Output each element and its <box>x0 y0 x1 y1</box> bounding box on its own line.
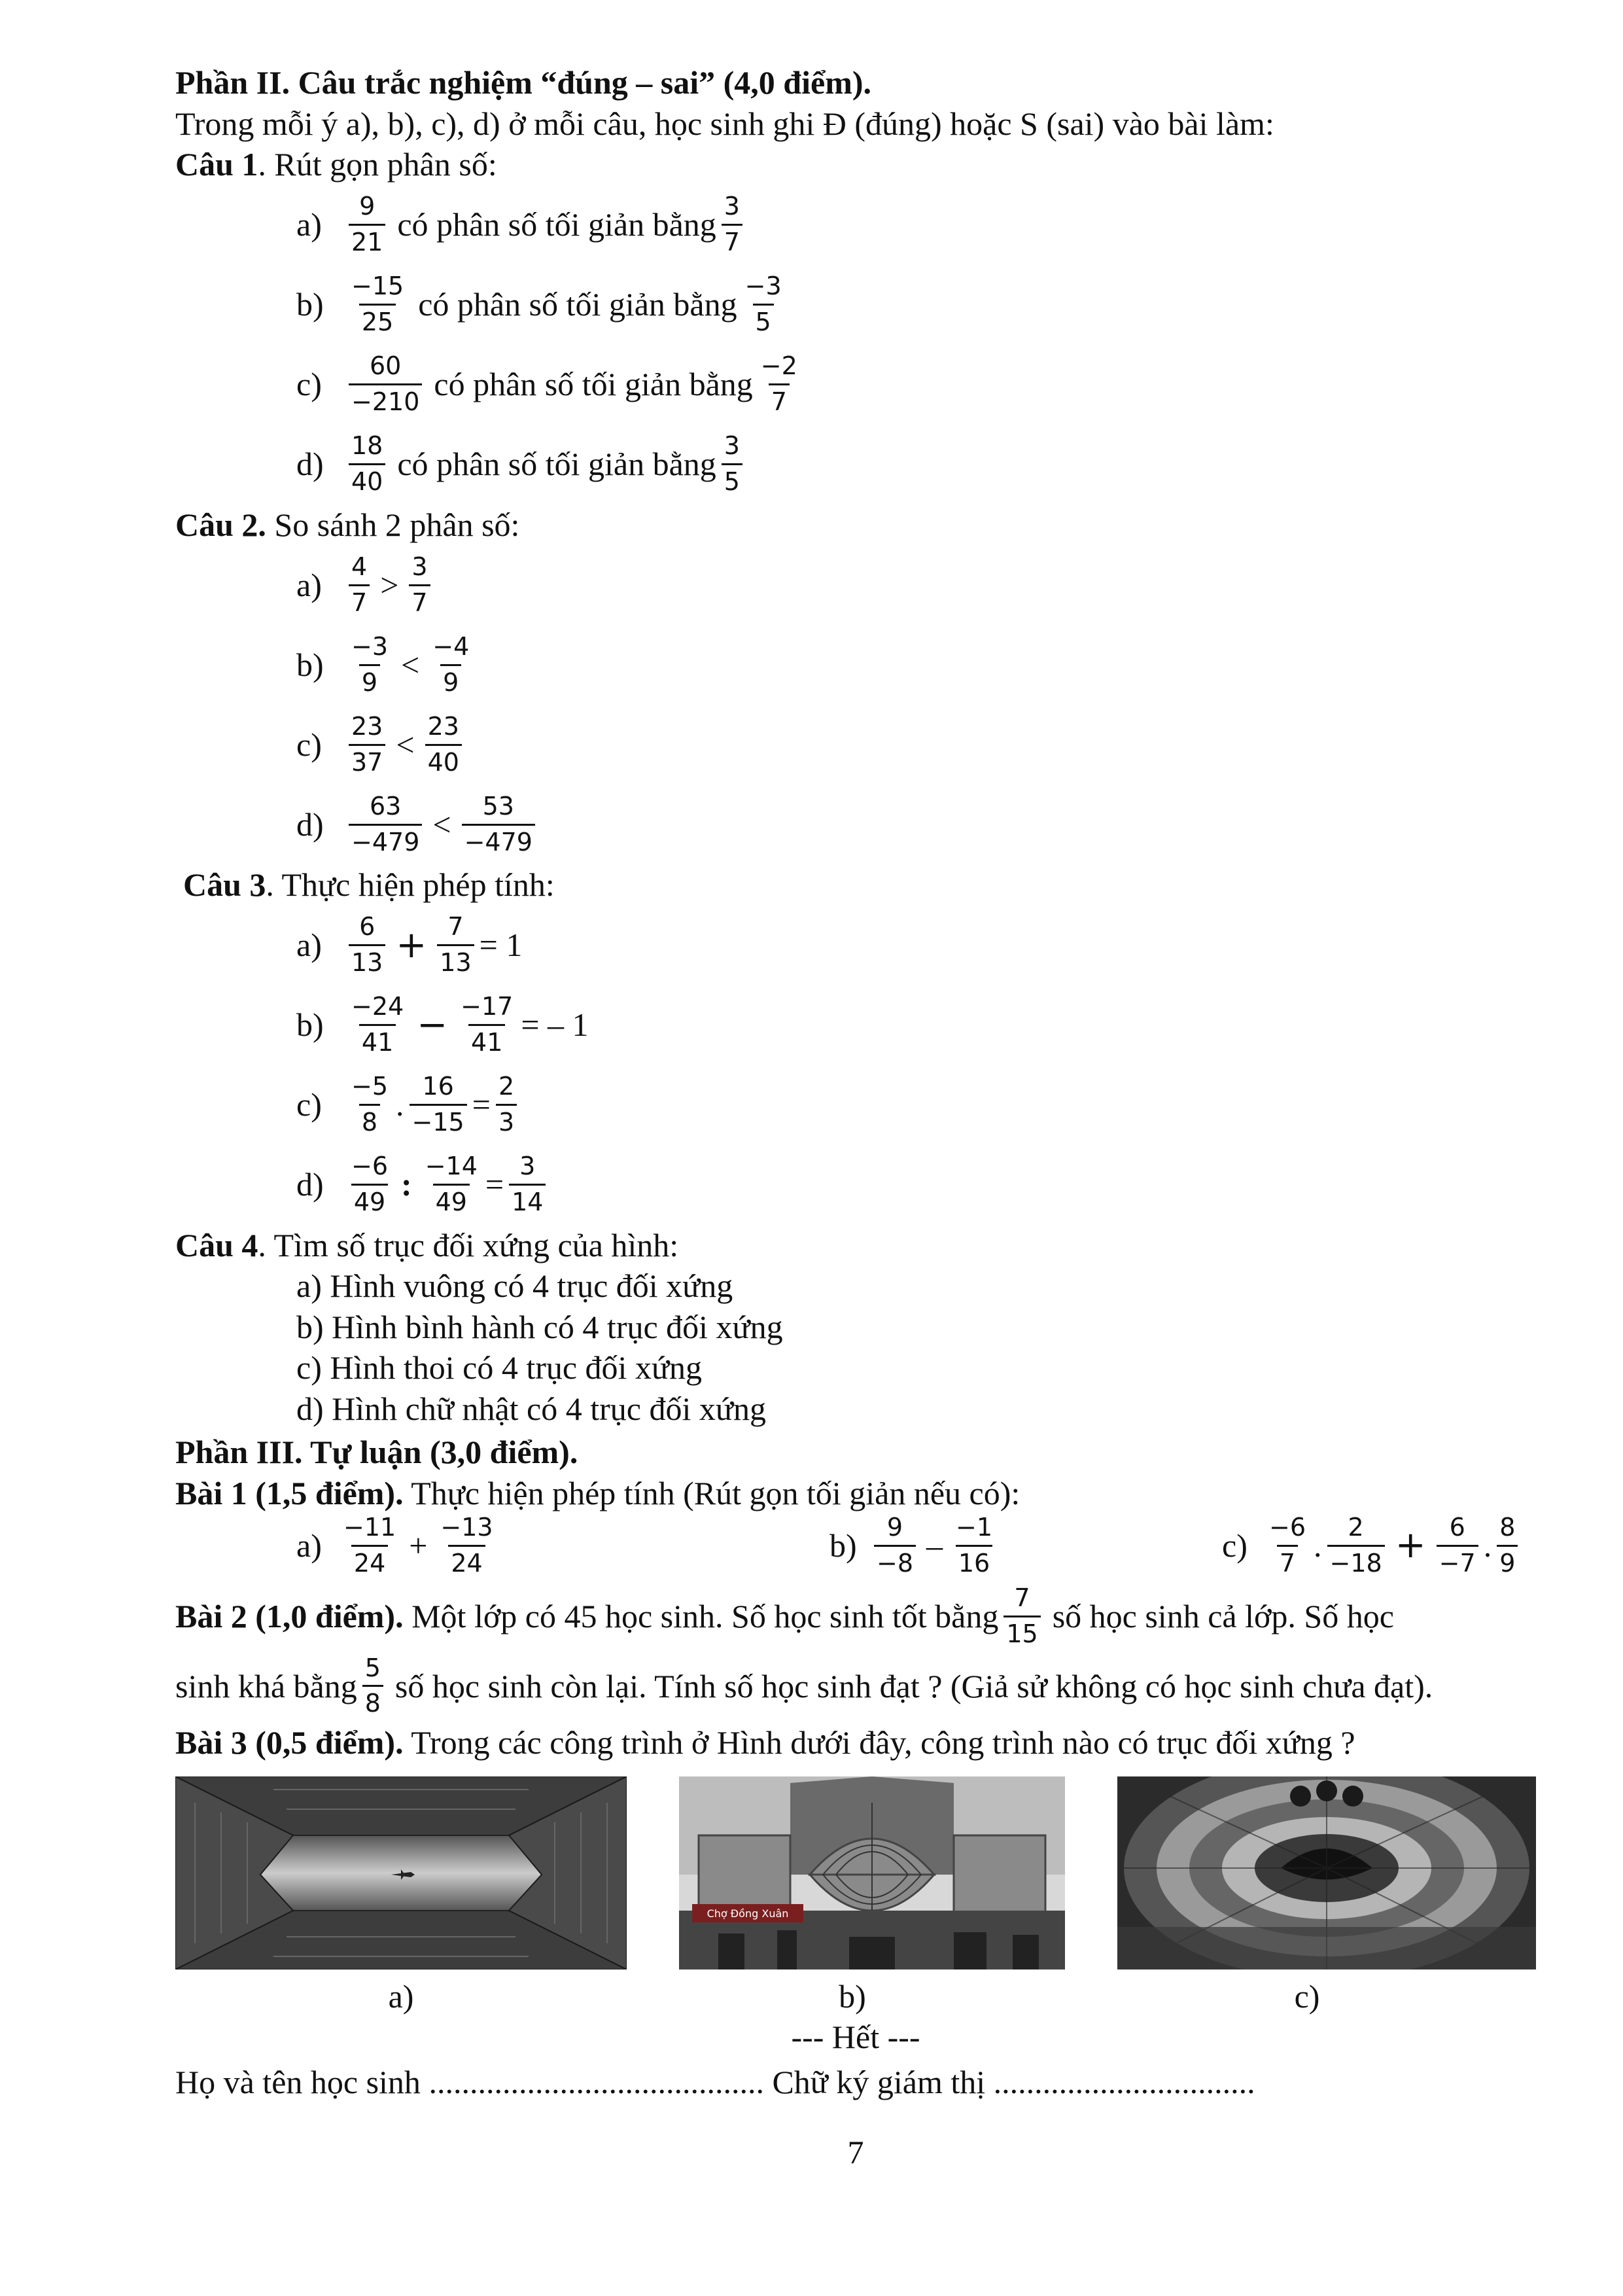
q1-heading <box>175 144 1536 185</box>
denominator: 24 <box>351 1545 388 1578</box>
bai2-text1: Một lớp có 45 học sinh. Số học sinh tốt bằng <box>403 1598 999 1635</box>
equals-sign: = <box>472 1086 491 1123</box>
q1-item <box>175 185 1536 265</box>
q2-item <box>175 785 1536 864</box>
numerator: −1 <box>956 1513 993 1542</box>
q1-item <box>175 425 1536 504</box>
student-name-label: Họ và tên học sinh <box>175 2063 421 2100</box>
q3-heading <box>175 864 1536 906</box>
fraction <box>758 352 800 416</box>
denominator: 40 <box>425 744 462 777</box>
q1-item <box>175 265 1536 345</box>
q4-item-a: a) Hình vuông có 4 trục đối xứng <box>296 1267 733 1304</box>
fraction <box>410 1072 467 1137</box>
numerator: −6 <box>1269 1513 1306 1542</box>
fraction <box>349 633 391 697</box>
q3-item <box>175 1065 1536 1145</box>
numerator: 23 <box>351 711 383 741</box>
numerator: −6 <box>351 1152 389 1181</box>
comparison-operator: < <box>396 726 415 763</box>
bai1-heading <box>175 1473 1536 1514</box>
item-label: c) <box>296 366 322 403</box>
fraction <box>1003 1584 1040 1648</box>
caption-a: a) <box>388 1977 414 2015</box>
numerator: 18 <box>351 431 383 461</box>
denominator: 8 <box>362 1685 383 1718</box>
bai1-b <box>829 1513 1222 1578</box>
denominator: 40 <box>349 463 385 497</box>
bai3-label: Bài 3 (0,5 điểm). <box>175 1724 404 1761</box>
q1-item <box>175 345 1536 425</box>
numerator: 5 <box>364 1653 381 1682</box>
denominator: 3 <box>496 1104 517 1137</box>
bai1-c-label: c) <box>1222 1527 1248 1564</box>
item-text: có phân số tối giản bằng <box>434 366 753 403</box>
q2-item <box>175 705 1536 785</box>
caption-c: c) <box>1294 1977 1320 2015</box>
page-number: 7 <box>847 2134 864 2171</box>
q2-text: So sánh 2 phân số: <box>266 506 520 543</box>
q3-item <box>175 906 1536 985</box>
item-label: a) <box>296 566 322 603</box>
fraction <box>430 633 472 697</box>
bai2-text3: sinh khá bằng <box>175 1667 357 1704</box>
numerator: 3 <box>724 192 740 221</box>
numerator: 16 <box>422 1072 454 1101</box>
fraction <box>349 352 422 416</box>
denominator: −15 <box>410 1104 467 1137</box>
operator: + <box>1395 1524 1426 1567</box>
photo-captions <box>175 1976 1536 2017</box>
fraction <box>349 272 406 336</box>
numerator: −4 <box>432 631 470 661</box>
bai1-label: Bài 1 (1,5 điểm). <box>175 1474 404 1511</box>
item-label: a) <box>296 206 322 243</box>
q4-item-d: d) Hình chữ nhật có 4 trục đối xứng <box>296 1390 766 1427</box>
bai2-line2 <box>175 1654 1536 1718</box>
item-label: c) <box>296 726 322 763</box>
numerator: 23 <box>427 711 459 741</box>
fraction <box>874 1513 916 1578</box>
q4-heading <box>175 1225 1536 1266</box>
operator: . <box>1314 1527 1322 1564</box>
denominator: 37 <box>349 744 385 777</box>
photo-b-market <box>679 1776 1065 1969</box>
market-sign: Chợ Đồng Xuân <box>707 1907 789 1920</box>
denominator: 49 <box>351 1184 388 1217</box>
item-label: d) <box>296 805 324 843</box>
denominator: 7 <box>1277 1545 1298 1578</box>
fraction <box>742 272 784 336</box>
comparison-operator: > <box>380 566 399 603</box>
denominator: 24 <box>448 1545 485 1578</box>
numerator: 9 <box>359 192 375 221</box>
denominator: −479 <box>349 824 422 857</box>
operator: + <box>396 923 427 966</box>
denominator: −8 <box>874 1545 916 1578</box>
q4-item-c: c) Hình thoi có 4 trục đối xứng <box>296 1349 703 1386</box>
denominator: 8 <box>359 1104 380 1137</box>
photo-a-buildings <box>175 1776 627 1969</box>
q2-item <box>175 625 1536 705</box>
fraction <box>349 1072 391 1137</box>
operator: . <box>396 1086 404 1123</box>
fraction <box>409 553 430 617</box>
denominator: −479 <box>462 824 535 857</box>
fraction <box>722 432 742 496</box>
numerator: −15 <box>351 272 404 301</box>
fraction <box>341 1513 398 1578</box>
bai1-expressions <box>175 1513 1536 1578</box>
numerator: 9 <box>886 1513 903 1542</box>
numerator: −24 <box>351 992 404 1021</box>
denominator: 7 <box>409 584 430 618</box>
q2-item <box>175 545 1536 625</box>
fraction <box>362 1654 383 1718</box>
numerator: 4 <box>351 552 368 581</box>
item-text: có phân số tối giản bằng <box>418 286 737 323</box>
operator: − <box>417 1003 448 1046</box>
numerator: 53 <box>482 791 514 821</box>
operator: . <box>1483 1527 1492 1564</box>
fraction <box>953 1513 995 1578</box>
denominator: 41 <box>468 1024 505 1057</box>
numerator: −2 <box>760 351 797 381</box>
q3-label: Câu 3 <box>183 866 266 903</box>
fraction <box>437 913 474 977</box>
bai2-label: Bài 2 (1,0 điểm). <box>175 1598 404 1635</box>
numerator: −13 <box>440 1513 493 1542</box>
bai2-text2: số học sinh cả lớp. Số học <box>1052 1598 1394 1635</box>
fraction <box>349 913 385 977</box>
numerator: −3 <box>744 272 782 301</box>
item-text: có phân số tối giản bằng <box>397 206 716 243</box>
numerator: 7 <box>447 912 464 942</box>
numerator: −17 <box>461 992 514 1021</box>
item-label: b) <box>296 1006 324 1044</box>
denominator: 49 <box>433 1184 470 1217</box>
numerator: −3 <box>351 631 389 661</box>
numerator: 63 <box>370 791 402 821</box>
fraction <box>349 192 385 256</box>
part2-instruction: Trong mỗi ý a), b), c), d) ở mỗi câu, học sinh ghi Đ (đúng) hoặc S (sai) vào bài làm: <box>175 105 1274 142</box>
numerator: 6 <box>359 912 375 942</box>
denominator: 13 <box>437 944 474 978</box>
numerator: 7 <box>1014 1583 1030 1613</box>
bai3-text: Trong các công trình ở Hình dưới đây, công trình nào có trục đối xứng ? <box>403 1724 1355 1761</box>
numerator: −11 <box>343 1513 396 1542</box>
denominator: 9 <box>1497 1545 1518 1578</box>
fraction <box>1437 1513 1478 1578</box>
fraction <box>349 713 385 777</box>
bai1-a <box>175 1513 829 1578</box>
bai3-photos <box>175 1776 1536 1969</box>
fraction <box>349 993 406 1057</box>
photo-c-staircase <box>1117 1776 1536 1969</box>
comparison-operator: < <box>432 805 451 843</box>
denominator: 7 <box>769 383 790 417</box>
numerator: 3 <box>411 552 428 581</box>
denominator: −7 <box>1437 1545 1478 1578</box>
denominator: 5 <box>753 304 774 337</box>
operator: : <box>401 1166 412 1203</box>
fraction <box>349 553 370 617</box>
item-text: có phân số tối giản bằng <box>397 446 716 483</box>
numerator: 2 <box>1348 1513 1364 1542</box>
exam-page <box>175 62 1536 2173</box>
item-label: b) <box>296 286 324 323</box>
student-name-field[interactable]: ......................................... <box>428 2063 764 2100</box>
proctor-signature-field[interactable]: ................................ <box>993 2063 1255 2100</box>
q2-heading <box>175 504 1536 546</box>
fraction <box>349 792 422 857</box>
q4-item-b: b) Hình bình hành có 4 trục đối xứng <box>296 1308 783 1345</box>
q3-item <box>175 985 1536 1065</box>
bai2-text4: số học sinh còn lại. Tính số học sinh đạt ? (Giả sử không có học sinh chưa đạt). <box>394 1667 1433 1704</box>
fraction <box>458 993 515 1057</box>
item-label: d) <box>296 446 324 483</box>
denominator: −18 <box>1327 1545 1385 1578</box>
part3-title: Phần III. Tự luận (3,0 điểm). <box>175 1434 578 1470</box>
fraction <box>438 1513 495 1578</box>
proctor-signature-label: Chữ ký giám thị <box>772 2063 986 2100</box>
fraction <box>509 1152 546 1216</box>
fraction <box>1327 1513 1385 1578</box>
numerator: 8 <box>1499 1513 1516 1542</box>
numerator: 2 <box>498 1072 515 1101</box>
denominator: 14 <box>509 1184 546 1217</box>
bai1-a-label: a) <box>296 1527 322 1564</box>
q3-text: . Thực hiện phép tính: <box>266 866 555 903</box>
denominator: 5 <box>722 463 742 497</box>
numerator: 60 <box>370 351 402 381</box>
bai1-b-label: b) <box>829 1527 857 1564</box>
q1-label: Câu 1 <box>175 146 258 183</box>
denominator: 21 <box>349 224 385 257</box>
operator: + <box>409 1527 428 1564</box>
denominator: −210 <box>349 383 422 417</box>
q4-text: . Tìm số trục đối xứng của hình: <box>258 1226 679 1263</box>
denominator: 13 <box>349 944 385 978</box>
item-label: d) <box>296 1166 324 1203</box>
bai3-heading <box>175 1722 1536 1763</box>
q2-items <box>175 545 1536 864</box>
numerator: −5 <box>351 1072 389 1101</box>
denominator: 25 <box>359 304 396 337</box>
fraction <box>462 792 535 857</box>
fraction <box>425 713 462 777</box>
denominator: 9 <box>359 664 380 698</box>
caption-b: b) <box>839 1977 866 2015</box>
operator: – <box>926 1527 943 1564</box>
numerator: 3 <box>724 431 740 461</box>
bai2-line1 <box>175 1584 1536 1648</box>
result: = 1 <box>479 927 523 964</box>
numerator: 6 <box>1449 1513 1465 1542</box>
end-marker: --- Hết --- <box>791 2019 920 2056</box>
equals-sign: = <box>485 1166 504 1203</box>
q1-items <box>175 185 1536 504</box>
item-label: b) <box>296 646 324 683</box>
q3-item <box>175 1145 1536 1225</box>
denominator: 41 <box>359 1024 396 1057</box>
fraction <box>1266 1513 1308 1578</box>
denominator: 7 <box>349 584 370 618</box>
item-label: c) <box>296 1086 322 1123</box>
q3-items <box>175 906 1536 1225</box>
footer-signature-line <box>175 2062 1536 2103</box>
denominator: 7 <box>722 224 742 257</box>
fraction <box>349 1152 391 1216</box>
fraction <box>722 192 742 256</box>
numerator: −14 <box>425 1152 478 1181</box>
fraction <box>496 1072 517 1137</box>
denominator: 9 <box>440 664 461 698</box>
denominator: 16 <box>956 1545 992 1578</box>
comparison-operator: < <box>401 646 420 683</box>
q1-text: . Rút gọn phân số: <box>258 146 497 183</box>
numerator: 3 <box>519 1152 536 1181</box>
fraction <box>423 1152 480 1216</box>
denominator: 15 <box>1003 1616 1040 1649</box>
bai1-text: Thực hiện phép tính (Rút gọn tối giản nếu có): <box>403 1474 1021 1511</box>
q4-label: Câu 4 <box>175 1226 258 1263</box>
item-label: a) <box>296 927 322 964</box>
q2-label: Câu 2. <box>175 506 266 543</box>
part2-title: Phần II. Câu trắc nghiệm “đúng – sai” (4,0 điểm). <box>175 64 871 101</box>
bai1-c <box>1222 1513 1523 1578</box>
fraction <box>349 432 385 496</box>
fraction <box>1497 1513 1518 1578</box>
result: = – 1 <box>521 1006 589 1044</box>
